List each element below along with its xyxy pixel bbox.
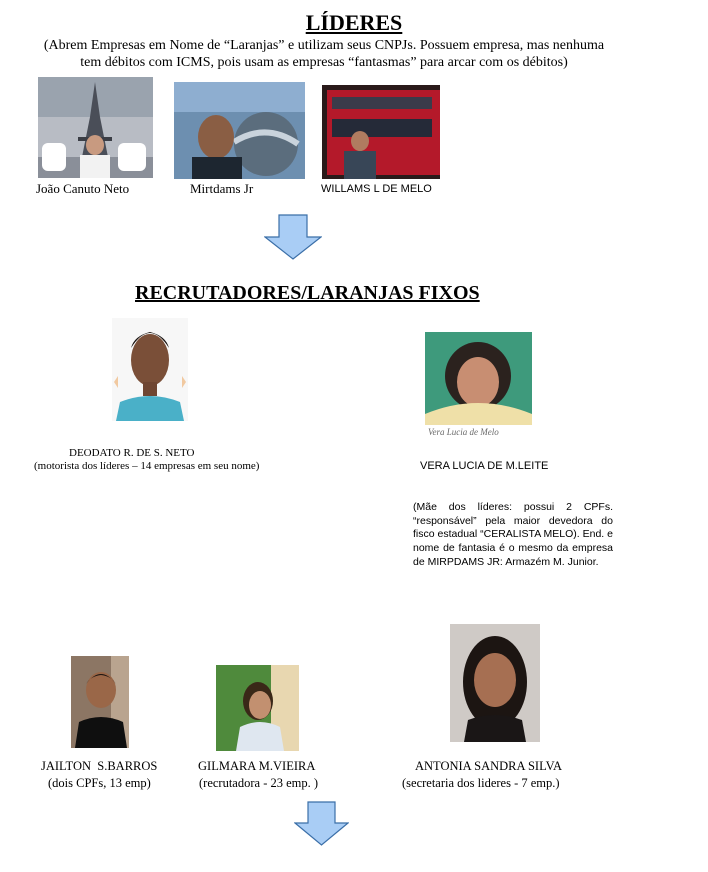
leaders-subtitle-line2: tem débitos com ICMS, pois usam as empresas “fantasmas” para arcar com os débitos) [80, 55, 568, 70]
leader-photo-joao [38, 77, 153, 178]
recruiter-photo-gilmara [216, 665, 299, 751]
recruiter-note-antonia: (secretaria dos lideres - 7 emp.) [402, 776, 560, 790]
leaders-subtitle [0, 37, 648, 71]
recruiter-name-vera: VERA LUCIA DE M.LEITE [420, 460, 549, 472]
leaders-title: LÍDERES [305, 10, 403, 35]
recruiter-photo-jailton [71, 656, 129, 748]
recruiter-note-jailton: (dois CPFs, 13 emp) [48, 776, 151, 790]
leader-name-mirtdams: Mirtdams Jr [190, 181, 254, 196]
recruiter-name-jailton: JAILTON S.BARROS [41, 759, 158, 773]
vera-signature: Vera Lucia de Melo [428, 427, 499, 437]
recruiter-note-gilmara: (recrutadora - 23 emp. ) [199, 776, 319, 790]
recruiters-title: RECRUTADORES/LARANJAS FIXOS [135, 282, 480, 304]
recruiter-note-vera: (Mãe dos líderes: possui 2 CPFs. “responsável” pela maior devedora do fisco estadual “CERALISTA MELO). End. e nome de fantasia é o mesmo da empresa de MIRPDAMS JR: Armazém M. Junior. [413, 501, 613, 568]
leader-photo-mirtdams [174, 82, 305, 179]
recruiter-photo-vera [425, 332, 532, 425]
recruiter-note-deodato: (motorista dos líderes – 14 empresas em seu nome) [34, 460, 260, 472]
recruiter-name-antonia: ANTONIA SANDRA SILVA [415, 759, 563, 773]
recruiter-name-deodato: DEODATO R. DE S. NETO [69, 447, 195, 459]
leader-photo-willams [322, 85, 440, 179]
leader-name-willams: WILLAMS L DE MELO [321, 183, 432, 195]
recruiter-name-gilmara: GILMARA M.VIEIRA [198, 759, 316, 773]
down-arrow-icon [294, 801, 349, 846]
recruiter-photo-deodato [112, 318, 188, 421]
leaders-subtitle-line1: (Abrem Empresas em Nome de “Laranjas” e utilizam seus CNPJs. Possuem empresa, mas nenhuma [43, 38, 605, 53]
leader-name-joao: João Canuto Neto [36, 181, 130, 196]
down-arrow-icon [264, 214, 322, 260]
recruiter-photo-antonia [450, 624, 540, 742]
